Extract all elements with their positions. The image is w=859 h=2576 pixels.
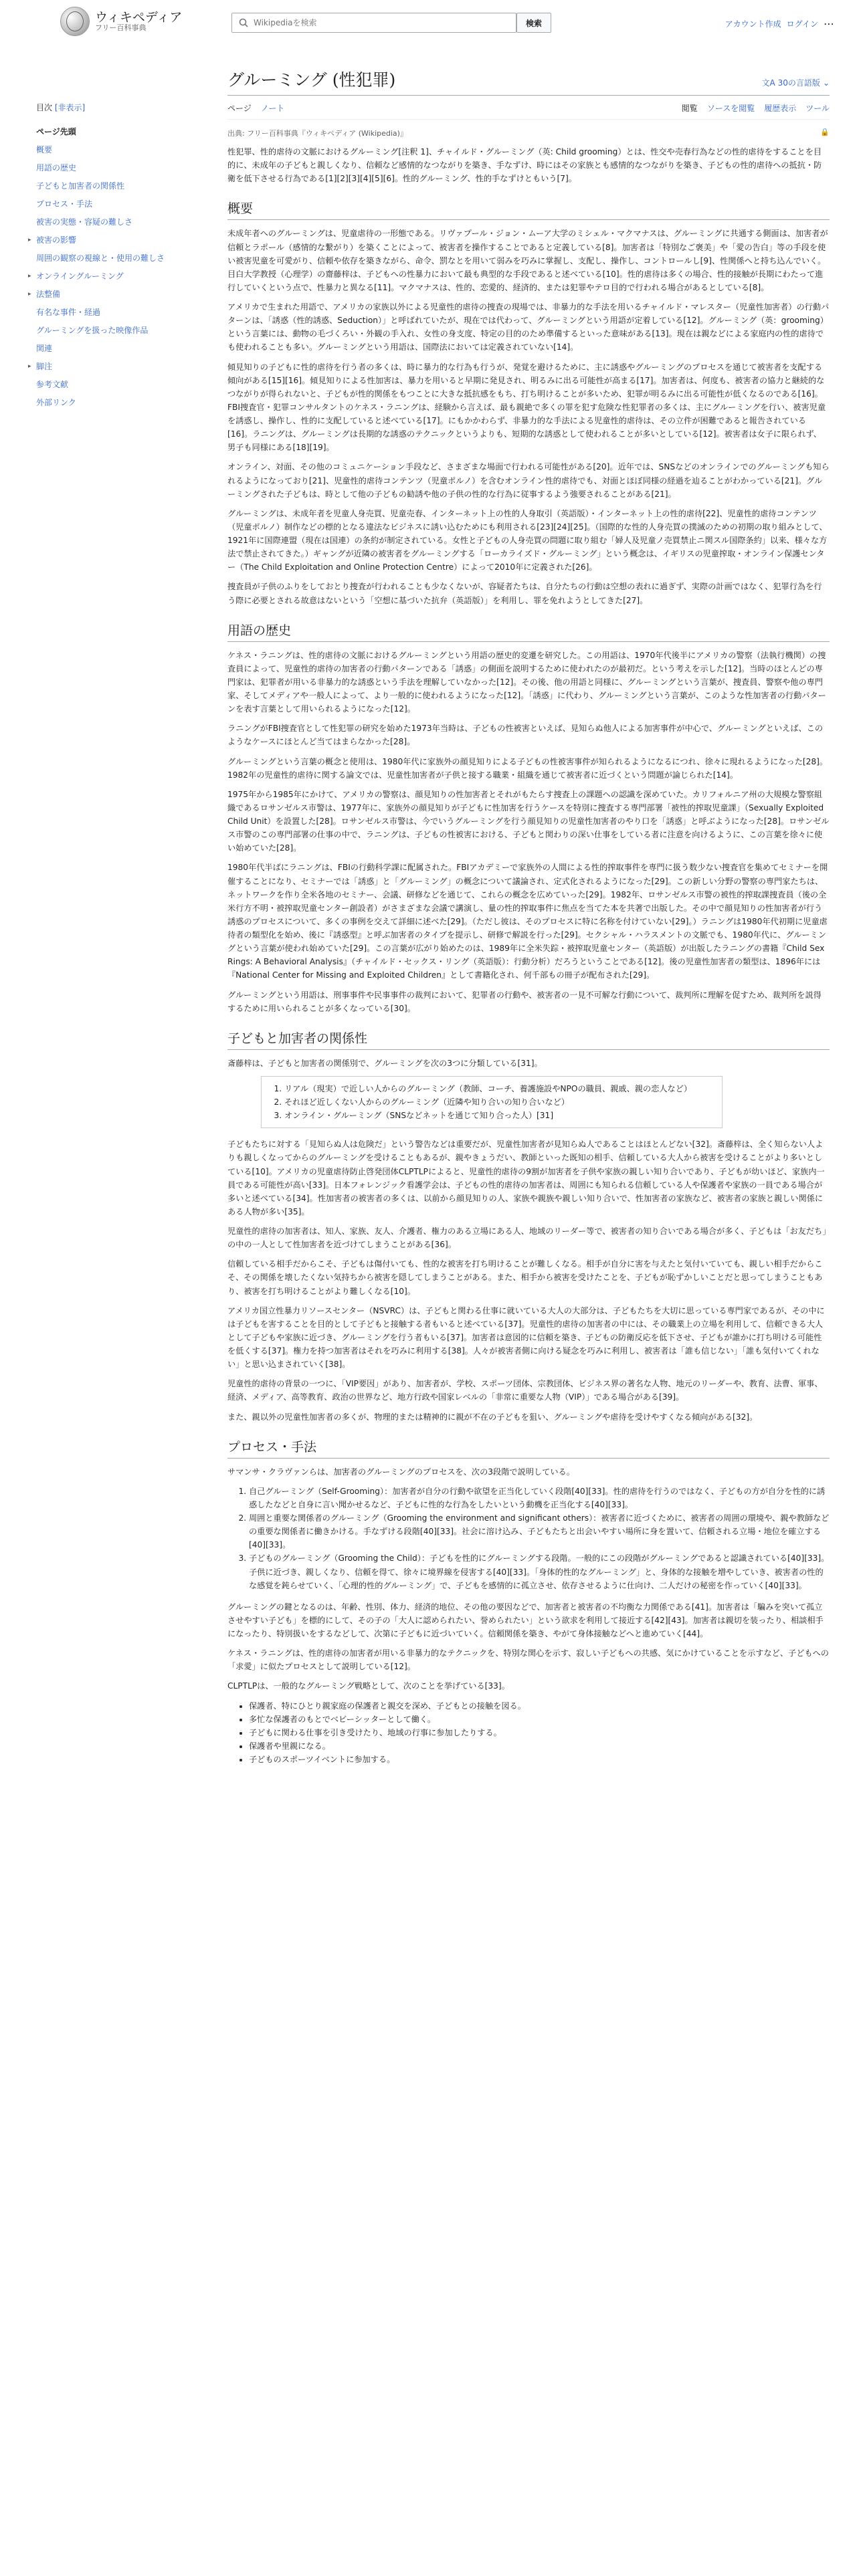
list-item: 2. それほど近しくない人からのグルーミング（近隣や知り合いの知り合いなど） [284, 1095, 712, 1109]
section-paragraph: ケネス・ラニングは、性的虐待の加害者が用いる非暴力的なテクニックを、特別な関心を示す、寂しい子どもへの共感、気にかけていることを示すなど、子どもへの「求愛」に似たプロセスとして説明している[12]。 [227, 1648, 829, 1672]
search-box[interactable] [231, 13, 516, 33]
section-paragraph: オンライン、対面、その他のコミュニケーション手段など、さまざまな場面で行われる可能性がある[20]。近年では、SNSなどのオンラインでのグルーミングも知られるようになっており[21]、児童性的虐待コンテンツ（児童ポルノ）を含むオンライン性的虐待でも、対面とほぼ同様の経過を辿ることがわかっている[21]。グルーミングされた子どもは、時として他の子どもの勧誘や他の子供の性的な行為に従事するよう強要されることがある[21]。 [227, 462, 830, 499]
section-paragraph: 未成年者へのグルーミングは、児童虐待の一形態である。リヴァプール・ジョン・ムーア大学のミシェル・マクマナスは、グルーミングに共通する側面は、加害者が信頼とラポール（感情的な繋がり）を築くことによって、被害者を操作することであると定義している[8]。加害者は「特別なご褒美」や「愛の告白」等の手段を使い被害児童を可愛がり、信頼や依存を築きながら、命令、罰なとを用いて弱みを巧みに掌握し、支配し、操作し、コントロールし[9]、性関係へと持ち込んでいく。目白大学教授（心理学）の齋藤梓は、子どもへの性暴力において最も典型的な手段であると述べている[10]。性的虐待は多くの場合、性的接触が長期にわたって進行していくという点で、性暴力と異なる[11]。マクマナスは、性的、恋愛的、経済的、または犯罪やテロ目的で行われる場合があるとしている[8]。 [227, 229, 828, 292]
section-paragraph: 斎藤梓は、子どもと加害者の関係別で、グルーミングを次の3つに分類している[31]。 [227, 1058, 543, 1068]
page-title: グルーミング (性犯罪) [227, 70, 396, 90]
toc-item[interactable] [36, 158, 210, 177]
section-paragraph: アメリカ国立性暴力リソースセンター（NSVRC）は、子どもと関わる仕事に就いている大人の大部分は、子どもたちを大切に思っている専門家であるが、その中には子どもを害することを目的として子どもと接触する者もいると述べている[37]。児童性的虐待の加害者の中には、その職業上の立場を利用して、信頼できる大人として子どもや家族に近づき、グルーミングを行う者もいる[37]。加害者は意図的に信頼を築き、子どもの防衛反応を低下させ、子どもが誰かに打ち明ける可能性を低くする[37]。権力を持つ加害者はそれを巧みに利用する[38]。人々が被害者側に向ける疑念を巧みに利用し、被害者は「誰も信じない」「誰も気付いてくれない」と思い込まされていく[38]。 [227, 1305, 825, 1370]
source-line [227, 128, 830, 138]
section-heading: 子どもと加害者の関係性 [227, 1029, 830, 1050]
toc-item-label: 被害の実態・容疑の難しさ [36, 217, 133, 227]
toc-item[interactable] [36, 375, 210, 393]
search-icon [239, 18, 248, 27]
toc-item[interactable] [36, 213, 210, 231]
toc-item[interactable] [28, 231, 210, 249]
section-paragraph: CLPTLPは、一般的なグルーミング戦略として、次のことを挙げている[33]。 [227, 1681, 510, 1691]
toc-item-label: 概要 [36, 145, 53, 154]
chevron-right-icon[interactable]: ▸ [28, 290, 31, 298]
translate-icon: 文A [761, 78, 775, 88]
section-paragraph: サマンサ・クラヴァンらは、加害者のグルーミングのプロセスを、次の3段階で説明している。 [227, 1467, 575, 1477]
toc-item[interactable] [28, 267, 210, 285]
list-item: 3. 子どものグルーミング（Grooming the Child）：子どもを性的にグルーミングする段階。一般的にこの段階がグルーミングであると認識されている[40][33]。子供に近づき、親しくなり、信頼を得て、徐々に境界線を侵害する[40][33]。「身体的性的なグルーミング」と、身体的な接触を増やしていき、被害者の性的な感覚を鈍らせていく、「心理的性的グルーミング」で、子どもを感情的に孤立させ、依存させるように仕向け、二人だけの秘密を作っていく[40][33]。 [249, 1551, 830, 1592]
create-account-link[interactable]: アカウント作成 [725, 19, 781, 29]
bullet-list [249, 1699, 830, 1767]
search-input[interactable] [252, 17, 482, 28]
section-paragraph: 傾見知りの子どもに性的虐待を行う者の多くは、時に暴力的な行為も行うが、発覚を避けるために、主に誘惑やグルーミングのプロセスを通じて被害者を支配する傾向がある[15][16]。傾見知りによる性加害は、暴力を用いると早期に発見され、明るみに出る可能性が高まる[17]。加害者は、何度も、被害者の協力と継続的なつながりが得られないと、子どもが性的関係をもつことに大きな抵抗感をもち、打ち明けることが多いため、犯罪が明るみに出る可能性が低くなるのである[16]。FBI捜査官・犯罪コンサルタントのケネス・ラニングは、経験から言えば、最も親絶で多くの罪を犯す危険な性犯罪者の多くは、主にグルーミングを行い、被害児童を誘惑し、操作し、性的に支配していると述べている[17]。にもかかわらず、非暴力的な手法による児童性的虐待は、その立件が困難であると報告されている[16]。ラニングは、グルーミングは長期的な誘惑のテクニックというよりも、短期的な誘惑として使われることが多いとしている[12]。被害者は女子に限られず、男子も同様にある[18][19]。 [227, 362, 826, 453]
list-item: 1. 自己グルーミング（Self-Grooming）：加害者が自分の行動や欲望を正当化していく段階[40][33]。性的虐待を行うのではなく、子どもの方が自分を性的に誘惑したなどと自身に言い聞かせるなど、子どもに性的な行為をしたいという動機を正当化する[40][33]。 [249, 1485, 830, 1511]
section-paragraph: グルーミングは、未成年者を児童人身売買、児童売春、インターネット上の性的人身取引（英語版）・インターネット上の性的虐待[22]、児童性的虐待コンテンツ（児童ポルノ）制作などの標的となる違法なビジネスに誘い込むためにも利用される[23][24][25]。（国際的な性的人身売買の撲滅のための初期の取り組みとして、1921年に国際連盟（現在は国連）の条約が制定されている。女性と子どもの人身売買の問題に取り組む「婦人及児童ノ売買禁止ニ関スル国際条約」以来、様々な方法で禁止されてきた。）ギャングが近隣の被害者をグルーミングする「ローカライズド・グルーミング」という概念は、イギリスの児童搾取・オンライン保護センター（The Child Exploitation and Online Protection Centre）によって2010年に定義された[26]。 [227, 508, 828, 572]
tab-read[interactable]: 閲覧 [681, 104, 698, 113]
section-paragraph: 捜査員が子供のふりをしておとり捜査が行われることも少なくないが、容疑者たちは、自分たちの行動は空想の表れに過ぎず、実際の計画ではなく、犯罪行為を行う際に必要とされる故意はないという「空想に基づいた抗弁（英語版）」を利用し、罪を免れようとしてきた[27]。 [227, 582, 822, 605]
numbered-list [249, 1485, 830, 1592]
toc-title: 目次 [36, 103, 53, 112]
numbered-list [284, 1082, 712, 1122]
list-item: • 子どものスポーツイベントに参加する。 [249, 1753, 830, 1766]
user-tools [725, 17, 835, 30]
toc-header [36, 102, 210, 113]
list-item: • 子どもに関わる仕事を引き受けたり、地域の行事に参加したりする。 [249, 1726, 830, 1739]
toc-item-label: 被害の影響 [36, 235, 77, 245]
section-paragraph: グルーミングという言葉の概念と使用は、1980年代に家族外の顔見知りによる子どもの性被害事件が知られるようになるにつれ、徐々に現れるようになった[28]。1982年の児童性的虐待に関する論文では、児童性加害者が子供と接する職業・組織を通じて被害者に近づくという問題が論じられた[14]。 [227, 756, 828, 780]
relationship-list-box [261, 1076, 723, 1128]
section-paragraph: 児童性的虐待の背景の一つに、「VIP要因」があり、加害者が、学校、スポーツ団体、宗教団体、ビジネス界の著名な人物、地元のリーダーや、教育、法曹、軍事、経済、メディア、高等教育、政治の世界など、地方行政や国家レベルの「非常に重要な人物（VIP）」である場合がある[39]。 [227, 1379, 823, 1402]
list-item: 2. 周囲と重要な関係者のグルーミング（Grooming the environment and significant others）：被害者に近づくために、被害者の周囲の環境や、親や教師などの重要な関係者に働きかける。手なずける段階[40][33]。社会に溶け込み、子どもたちと出会いやすい場所に身を置いて、信頼される立場・地位を確立する[40][33]。 [249, 1511, 830, 1551]
main-content [227, 67, 830, 1774]
login-link[interactable]: ログイン [786, 19, 818, 29]
site-tagline: フリー百科事典 [95, 23, 147, 33]
toc-item-label: 外部リンク [36, 398, 76, 407]
site-logo[interactable] [60, 7, 182, 36]
section-paragraph: 児童性的虐待の加害者は、知人、家族、友人、介護者、権力のある立場にある人、地域のリーダー等で、被害者の知り合いである場合が多く、子どもは「お友だち」の中の一人として性加害者を近づけてしまうことがある[36]。 [227, 1226, 827, 1250]
site-name: ウィキペディア [95, 9, 183, 25]
tab-history[interactable]: 履歴表示 [764, 104, 797, 113]
toc-item-label: ページ先頭 [36, 127, 76, 136]
toc-item[interactable] [36, 177, 210, 195]
toc-item[interactable] [28, 357, 210, 375]
section-heading: 用語の歴史 [227, 621, 830, 642]
toc-item-label: プロセス・手法 [36, 199, 93, 209]
toc-item[interactable] [36, 249, 210, 267]
list-item: 1. リアル（現実）で近しい人からのグルーミング（教師、コーチ、養護施設やNPOの職員、親戚、親の恋人など） [284, 1082, 712, 1095]
list-item: • 保護者や里親になる。 [249, 1739, 830, 1753]
section-paragraph: 1980年代半ばにラニングは、FBIの行動科学課に配属された。FBIアカデミーで家族外の人間による性的搾取事件を専門に扱う数少ない捜査官を集めてセミナーを開催することになり、セミナーでは「誘惑」と「グルーミング」の概念について議論され、定式化されるようになった[29]。この新しい分野の警察の専門家たちは、ネットワークを作り全米各地のセミナー、会議、研修などを通じて、これらの概念を広めていった[29]。1982年、ロサンゼルス市警の被性的搾取課捜査員（後の全米行方不明・被搾取児童センター創設者）がさまざまな会議で講演し、量の性的搾取事件に焦点を当てた本を共著で出版した。その中で顔見知りの性加害者が行う誘惑のプロセスについて、多くの事例を交えて詳細に述べた[29]。（ただし彼は、そのプロセスに特に名称を付けていない[29]。）ラニングは1980年代初期に児童虐待者の類型化を始め、後に『誘惑型』と呼ぶ加害者のタイプを提示し、研修で解説を行った[29]。セクシャル・ハラスメントの文脈でも、1980年代に、グルーミングという言葉が使われ始めていた[29]。この言葉が広がり始めたのは、1989年に全米失踪・被搾取児童センター（英語版）が出版したラニングの書籍『Child Sex Rings: A Behavioral Analysis』（チャイルド・セックス・リング（英語版）：行動分析）だろうということである[12]。後の児童性加害者の類型は、1896年には『National Center for Missing and Exploited Children』として書籍化され、何千部もの冊子が配布された[29]。 [227, 863, 828, 980]
list-item: • 多忙な保護者のもとでベビーシッターとして働く。 [249, 1713, 830, 1726]
lock-icon: 🔒 [820, 128, 830, 136]
tab-view-source[interactable]: ソースを閲覧 [706, 104, 755, 113]
toc-item-label: 参考文献 [36, 380, 69, 389]
toc-item[interactable] [36, 122, 210, 140]
toc-item-label: 周囲の観察の視線と・使用の難しさ [36, 253, 165, 263]
header [0, 0, 859, 43]
section-paragraph: グルーミングの鍵となるのは、年齢、性別、体力、経済的地位、その他の要因などで、加害者と被害者の不均衡な力関係である[41]。加害者は「騙みを突いて孤立させやすい子ども」を標的にして、その子の「大人に認められたい、誉められたい」という欲求を利用して接近する[42][43]。加害者は親切を装ったり、相談相手になったり、特別扱いをするなどして、次第に子どもに近づいていく。信頼関係を築き、やがて身体接触などへと進めていく[44]。 [227, 1602, 824, 1638]
wikipedia-globe-icon [60, 7, 90, 36]
more-icon[interactable]: ⋯ [824, 17, 835, 30]
toc-item[interactable] [36, 393, 210, 411]
toc-item[interactable] [36, 321, 210, 339]
chevron-right-icon[interactable]: ▸ [28, 236, 31, 243]
section-paragraph: 信頼している相手だからこそ、子どもは傷付いても、性的な被害を打ち明けることが難しくなる。相手が自分に害を与えたと気付いていても、親しい相手だからこそ、その関係を壊したくない気持ちから被害を隠してしまうことがある。また、相手から被害を受けたことを、子どもが恥ずかしいことだと思ってしまうこともあり、被害を打ち明けることがより難しくなる[10]。 [227, 1259, 823, 1296]
section-heading: プロセス・手法 [227, 1437, 830, 1459]
toc-item[interactable] [36, 339, 210, 357]
toc-item-label: オンライングルーミング [36, 272, 124, 281]
toc-item-label: グルーミングを扱った映像作品 [36, 326, 149, 335]
toc-item[interactable] [36, 303, 210, 321]
toc-item[interactable] [28, 285, 210, 303]
chevron-down-icon: ⌄ [822, 78, 830, 88]
toc-item[interactable] [36, 195, 210, 213]
source-text: 出典: フリー百科事典『ウィキペディア (Wikipedia)』 [227, 129, 407, 138]
section-paragraph: グルーミングという用語は、刑事事件や民事事件の裁判において、犯罪者の行動や、被害者の一見不可解な行動について、裁判所に理解を促すため、裁判所を説得するために用いられることが多くなっている[30]。 [227, 990, 822, 1013]
list-item: • 保護者、特にひとり親家庭の保護者と親交を深め、子どもとの接触を図る。 [249, 1699, 830, 1713]
tab-tools[interactable]: ツール [805, 104, 830, 113]
toc-item-label: 用語の歴史 [36, 163, 77, 173]
chevron-right-icon[interactable]: ▸ [28, 362, 31, 370]
tab-page[interactable]: ページ [227, 104, 252, 113]
search-button[interactable]: 検索 [516, 13, 551, 33]
toc-item-label: 法整備 [36, 290, 61, 299]
section-paragraph: アメリカで生まれた用語で、アメリカの家族以外による児童性的虐待の捜査の現場では、非暴力的な手法を用いるチャイルド・マレスター（児童性加害者）の行動パターンは、「誘惑（性的誘惑、Seduction）」と呼ばれていたが、現在では代わって、グルーミングという用語が定着している[12]。グルーミング（英：grooming）という言葉には、動物の毛づくろい・外観の手入れ、女性の身支度、特定の目的のため準備するといった意味がある[13]。現在は親などによる家庭内の性的虐待でも使われることも多い。グルーミングという用語は、国際法においては定義されていない[14]。 [227, 302, 830, 352]
language-button[interactable] [761, 77, 830, 88]
toc-item-label: 子どもと加害者の関係性 [36, 181, 125, 191]
section-paragraph: また、親以外の児童性加害者の多くが、物理的または精神的に親が不在の子どもを狙い、グルーミングや虐待を受けやすくなる傾向がある[32]。 [227, 1412, 758, 1422]
section-paragraph: ラニングがFBI捜査官として性犯罪の研究を始めた1973年当時は、子どもの性被害といえば、見知らぬ他人による加害事件が中心で、グルーミングといえば、このようなケースにほとんど当てはまらなかった[28]。 [227, 724, 824, 747]
list-item: 3. オンライン・グルーミング（SNSなどネットを通じて知り合った人）[31] [284, 1109, 712, 1122]
section-paragraph: ケネス・ラニングは、性的虐待の文脈におけるグルーミングという用語の歴史的変遷を研究した。この用語は、1970年代後半にアメリカの警察（法執行機関）の捜査員によって、児童性的虐待の加害者の行動パターンである「誘惑」の側面を説明するために使われたのが最初だ。という考えを示した[12]。当時のほとんどの専門家は、犯罪者が用いる非暴力的な誘惑という手法を理解していなかった[12]。その後、他の用語と同様に、グルーミングという言葉が、捜査員、警察や他の専門家、そしてメディアや一般人によって、より一般的に使われるようになった[12]。「誘惑」に代わり、グルーミングという言葉が、このような性加害者の行動パターンを表す言葉として用いられるようになった[12]。 [227, 650, 826, 714]
language-count: 30の言語版 [777, 78, 820, 88]
toc-item-label: 脚注 [36, 362, 53, 371]
intro-paragraph: 性犯罪、性的虐待の文脈におけるグルーミング[注釈 1]、チャイルド・グルーミング（英: Child grooming）とは、性交や売春行為などの性的虐待をすることを目的に、未成年の子どもと親しくなり、信頼など感情的なつながりを築き、手なずけ、時にはその家族とも感情的なつながりを築き、子どもの性的虐待への抵抗・防衛を低下させる行為である[1][2][3][4][5][6]。性的グルーミング、性的手なずけともいう[7]。 [227, 147, 822, 184]
chevron-right-icon[interactable]: ▸ [28, 272, 31, 280]
page-tabs [227, 102, 830, 120]
section-heading: 概要 [227, 199, 830, 220]
section-paragraph: 子どもたちに対する「見知らぬ人は危険だ」という警告などは重要だが、児童性加害者が見知らぬ人であることはほとんどない[32]。斎藤梓は、全く知らない人よりも親しくなってからのグルーミングを受けることもあるが、親やきょうだい、教師といった既知の相手、信頼している大人から被害を受けることがより多いとしている[10]。アメリカの児童虐待防止啓発団体CLPTLPによると、児童性的虐待の9割が加害者を子供や家族の親しい知り合いであり、子どもが幼いほど、家族内一員である可能性が高い[33]。日本フォレンジック看護学会は、子どもの性的虐待の加害者は、周囲にも知られる信頼している人や保護者や家族の一員である場合が多いと述べている[34]。性加害者の被害者の多くは、以前から顔見知りの人、家族や親族や親しい知り合いで、性加害者の家族など、被害者の家族と親しい関係にある人物が多い[35]。 [227, 1140, 825, 1216]
section-paragraph: 1975年から1985年にかけて、アメリカの警察は、顔見知りの性加害者とそれがもたらす捜査上の課題への認識を深めていた。カリフォルニア州の大規模な警察組織であるロサンゼルス市警は、1977年に、家族外の顔見知りが子どもに性加害を行うケースを特別に捜査する専門部署「被性的搾取児童課」（Sexually Exploited Child Unit）を設置した[28]。ロサンゼルス市警は、今でいうグルーミングを行う顔見知りの児童性加害者のやり口を「誘惑」と呼ぶようになった[28]。ロサンゼルス市警のこの専門部署の仕事の中で、ラニングは、子どもの性被害における、子どもと関わりの深い仕事をしている者に注意を向けるように、この言葉を徐々に使い始めていた[28]。 [227, 789, 830, 853]
toc-item-label: 有名な事件・経過 [36, 308, 101, 317]
table-of-contents [28, 102, 210, 411]
toc-hide-link[interactable]: [非表示] [54, 103, 86, 112]
tab-talk[interactable]: ノート [260, 104, 285, 113]
toc-item-label: 関連 [36, 344, 53, 353]
toc-item[interactable] [36, 140, 210, 158]
